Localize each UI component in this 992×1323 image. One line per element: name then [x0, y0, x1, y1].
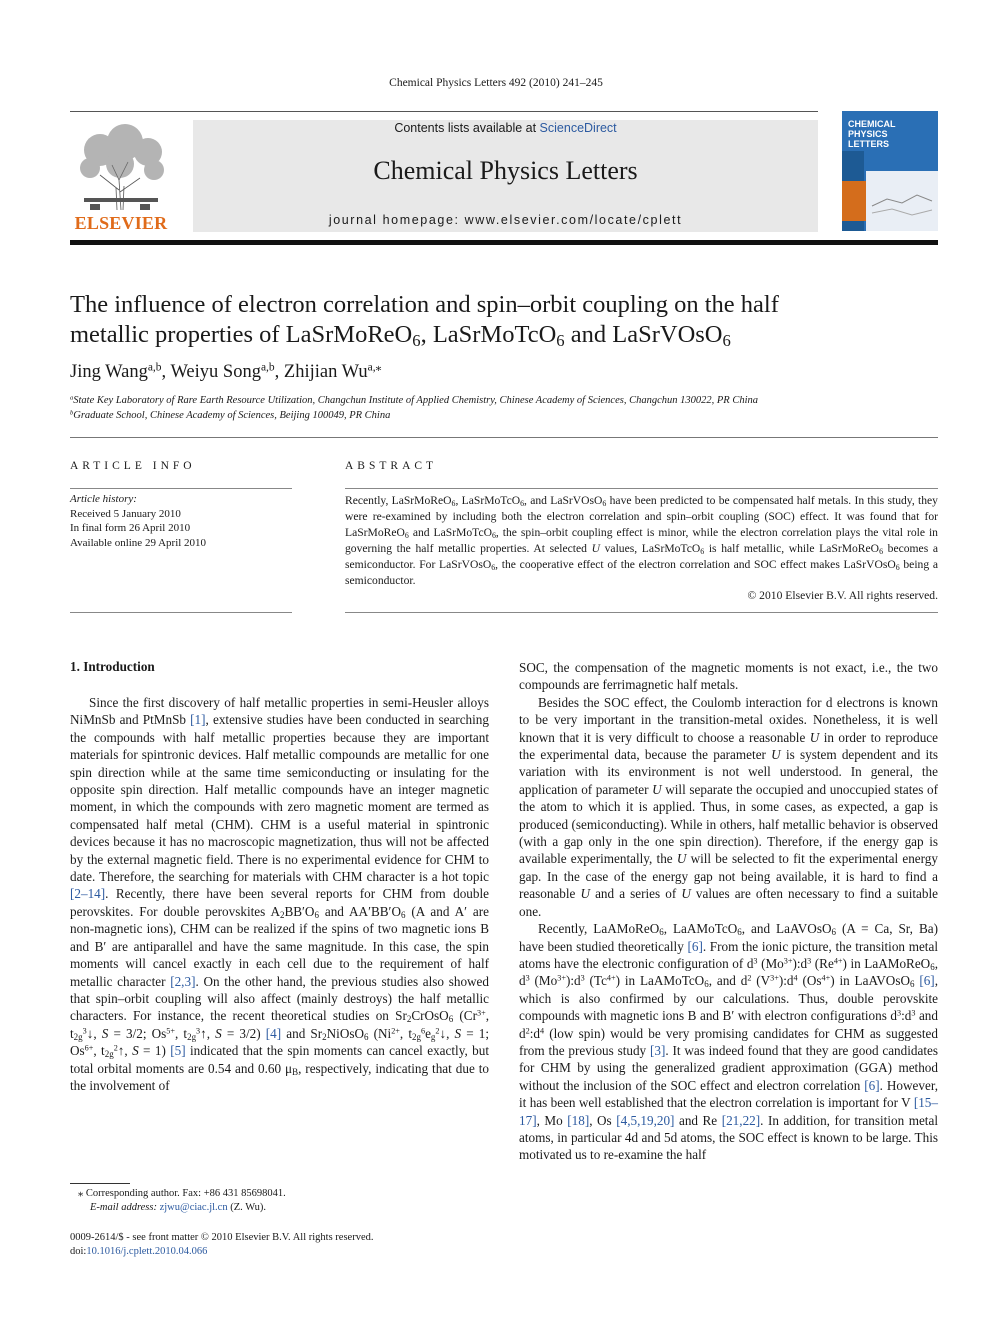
author[interactable] [170, 362, 283, 382]
author-name: Jing Wang [70, 362, 148, 382]
subscript: 6 [556, 331, 565, 351]
citation-link[interactable]: [18] [567, 1112, 590, 1128]
author-affiliation-mark[interactable]: a,b [147, 361, 162, 374]
body-column-left [70, 694, 489, 1094]
paragraph: Recently, LaAMoReO$_6$, LaAMoTcO$_6$, and LaAVOsO$_6$ (A = Ca, Sr, Ba) have been studied theoretically [6]. From the ionic picture, the transition metal atoms have the electronic configuration of $d^3$ $(Mo^{3+}):d^3$ $(Re^{4+})$ in LaAMoReO$_6$, $d^3$ $(Mo^{3+}):d^3$ $(Tc^{4+})$ in LaAMoTcO$_6$, and $d^2$ $(V^{3+}):d^4$ $(Os^{4+})$ in LaAVOsO$_6$ [6], which is also confirmed by our calculations. Thus, double perovskite compounds with magnetic ions B and B′ with electron configurations $d^3:d^3$ and $d^2:d^4$ (low spin) would be very promising candidates for CHM as suggested from the previous study [3]. It was indeed found that they are good candidates for CHM by using the generalized gradient approximation (GGA) method without the inclusion of the SOC effect and electron correlation [6]. However, it has been well established that the electron correlation is important for V [15–17], Mo [18], Os [4,5,19,20] and Re [21,22]. In addition, for transition metal atoms, in particular 4d and 5d atoms, the SOC effect is known to be large. This motivated us to re-examine the half [519, 921, 938, 1163]
abstract-heading: ABSTRACT [345, 460, 438, 472]
author-affiliation-mark[interactable]: a,b [260, 361, 275, 374]
history-label: Article history: [70, 493, 137, 505]
citation-link[interactable]: [2,3] [170, 973, 196, 989]
citation-link[interactable]: [15–17] [519, 1095, 938, 1128]
body-column-right [519, 659, 938, 1164]
affiliation-mark: a [70, 394, 74, 402]
author[interactable] [284, 362, 381, 382]
doi-link[interactable]: 10.1016/j.cplett.2010.04.066 [86, 1246, 208, 1257]
cover-title-line: PHYSICS [848, 129, 888, 139]
sciencedirect-link[interactable]: ScienceDirect [539, 121, 617, 135]
article-info-heading: ARTICLE INFO [70, 460, 196, 472]
author[interactable] [70, 362, 170, 382]
abstract-copyright: © 2010 Elsevier B.V. All rights reserved. [747, 589, 938, 602]
journal-homepage[interactable]: journal homepage: www.elsevier.com/locate/cplett [328, 213, 683, 227]
citation-link[interactable]: [6] [864, 1077, 880, 1093]
affiliation-b [70, 410, 940, 421]
citation-link[interactable]: [1] [190, 712, 206, 728]
author-separator: , [161, 362, 171, 382]
subscript: 6 [722, 331, 731, 351]
affiliation-text: Graduate School, Chinese Academy of Sciences, Beijing 100049, PR China [73, 410, 391, 421]
citation-link[interactable]: [3] [649, 1042, 666, 1058]
citation-link[interactable]: [2–14] [70, 886, 106, 902]
footnote-mark: ⁎ [78, 1188, 84, 1199]
journal-reference: Chemical Physics Letters 492 (2010) 241–245 [389, 77, 603, 89]
citation-link[interactable]: [4] [265, 1025, 282, 1041]
affiliation-text: State Key Laboratory of Rare Earth Resource Utilization, Changchun Institute of Applied Chemistry, Chinese Academy of Sciences, Changchun 130022, PR China [73, 395, 759, 406]
issn-doi-block [70, 1231, 373, 1259]
cover-title-line: CHEMICAL [848, 119, 896, 129]
citation-link[interactable]: [21,22] [721, 1112, 761, 1128]
header-thick-rule [70, 240, 938, 245]
email-link[interactable]: zjwu@ciac.jl.cn [159, 1202, 228, 1213]
history-online: Available online 29 April 2010 [70, 536, 207, 549]
doi-label: doi: [70, 1246, 87, 1257]
title-part: and LaSrVOsO [564, 321, 723, 348]
issn-line: 0009-2614/$ - see front matter © 2010 Elsevier B.V. All rights reserved. [70, 1232, 374, 1243]
author-name: Zhijian Wu [283, 362, 368, 382]
citation-link[interactable]: [5] [170, 1043, 186, 1059]
contents-line [193, 121, 818, 135]
footnote-rule [70, 1183, 130, 1184]
affiliation-mark: b [70, 409, 74, 417]
abstract-rule [345, 612, 938, 613]
history-revised: In final form 26 April 2010 [70, 522, 191, 534]
history-received: Received 5 January 2010 [70, 507, 181, 520]
corresponding-author-footnote [70, 1187, 286, 1215]
author-affiliation-mark[interactable]: a,⁎ [367, 361, 382, 374]
subscript: 6 [412, 331, 421, 351]
article-info-rule [70, 488, 292, 489]
elsevier-wordmark: ELSEVIER [74, 213, 168, 233]
paragraph: Since the first discovery of half metallic properties in semi-Heusler alloys NiMnSb and PtMnSb [1], extensive studies have been conducted in searching the compounds with half metallic properties because they are important materials for spintronic devices. Half metallic compounds are metallic for one spin direction while at the same time semiconducting or insulating for the opposite spin direction. Half metallic compounds have an integer magnetic moment, in which the compounds with zero magnetic moment are termed as compensated half metal (CHM). CHM is a useful material in spintronic devices because it has no macroscopic magnetization, thus will not be affected by the external magnetic field. There is no experimental evidence for CHM to date. Therefore, the searching for materials with CHM character is a hot topic [2–14]. Recently, there have been several reports for CHM from double perovskites. For double perovskites $A_2BB'O_6$ and $AA'BB'O_6$ (A and A′ are non-magnetic ions), CHM can be realized if the spins of two magnetic ions B and B′ are antiparallel and have the same magnitude. In this case, the spin moments will cancel exactly in each cell due to the requirement of half metallic character [2,3]. On the other hand, the previous studies also showed that spin–orbit coupling will also affect (mainly destroys) the half metallic characters. For instance, the recent theoretical studies on $Sr_2CrOsO_6$ ($Cr^{3+}$, $t_{2g}^3↓$, S = 3/2; $Os^{5+}$, $t_{2g}^3↑$, S = 3/2) [4] and $Sr_2NiOsO_6$ ($Ni^{2+}$, $t_{2g}^6e_g^2↓$, S = 1; $Os^{6+}$, $t_{2g}^2↑$, S = 1) [5] indicated that the spin moments can cancel exactly, but total orbital moments are 0.54 and 0.60 $\mu_B$, respectively, indicating that due to the involvement of [70, 695, 490, 1093]
cover-title-line: LETTERS [848, 139, 890, 149]
cover-artwork [842, 111, 938, 231]
citation-link[interactable]: [4,5,19,20] [616, 1112, 675, 1128]
article-title [70, 290, 940, 350]
title-line [70, 320, 940, 350]
email-suffix: (Z. Wu). [227, 1202, 267, 1213]
title-part: , LaSrMoTcO [420, 321, 557, 348]
email-label: E-mail address: [90, 1202, 160, 1213]
author-separator: , [274, 362, 284, 382]
abstract-body: Recently, LaSrMoReO$_6$, LaSrMoTcO$_6$, and LaSrVOsO$_6$ have been predicted to be compensated half metals. In this study, they were re-examined by including both the electron correlation and spin–orbit coupling (SOC) effect. It was found that for LaSrMoReO$_6$ and LaSrMoTcO$_6$, the spin–orbit coupling effect is minor, while the electron correlation plays the vital role in governing the half metallic properties. At selected U values, LaSrMoTcO$_6$ is half metallic, while LaSrMoReO$_6$ becomes a semiconductor. For LaSrVOsO$_6$, the cooperative effect of the electron correlation and SOC effect makes LaSrVOsO$_6$ being a semiconductor. [345, 494, 938, 587]
paragraph: Besides the SOC effect, the Coulomb interaction for d electrons is known to be very important in the transition-metal oxides. Nonetheless, it is well known that it is very difficult to choose a reasonable U in order to reproduce the experimental data, because the parameter U is system dependent and its variation with its environment is not well understood. In general, the application of parameter U will separate the occupied and unoccupied states of the atom to which it is applied. Thus, in some cases, as expected, a gap is produced (semiconducting). While in others, half metallic behavior is observed (with a gap only in the one spin direction). Therefore, if the energy gap is available experimentally, the U will be selected to fit the experimental energy gap. In the case of the energy gap not being available, it is hard to find a reasonable U and a series of U values are often necessary to find a suitable one. [519, 694, 938, 919]
contents-prefix: Contents lists available at [394, 121, 540, 135]
header-rule [70, 111, 818, 112]
section-heading: 1. Introduction [70, 659, 155, 674]
paragraph: SOC, the compensation of the magnetic moments is not exact, i.e., the two compounds are ferrimagnetic half metals. [519, 660, 938, 693]
title-part: metallic properties of LaSrMoReO [70, 321, 413, 348]
citation-link[interactable]: [6] [919, 973, 935, 989]
article-info-rule [70, 612, 292, 613]
journal-cover-thumbnail [842, 111, 938, 231]
author-list [70, 362, 940, 383]
title-line: The influence of electron correlation and spin–orbit coupling on the half [70, 291, 779, 318]
abstract-rule [345, 488, 938, 489]
affiliation-rule [70, 437, 938, 438]
author-name: Weiyu Song [170, 362, 261, 382]
affiliation-a [70, 395, 940, 406]
article-history [70, 492, 292, 550]
footnote-text: Corresponding author. Fax: +86 431 85698041. [85, 1188, 286, 1199]
citation-link[interactable]: [6] [687, 938, 703, 954]
journal-title: Chemical Physics Letters [373, 156, 638, 185]
